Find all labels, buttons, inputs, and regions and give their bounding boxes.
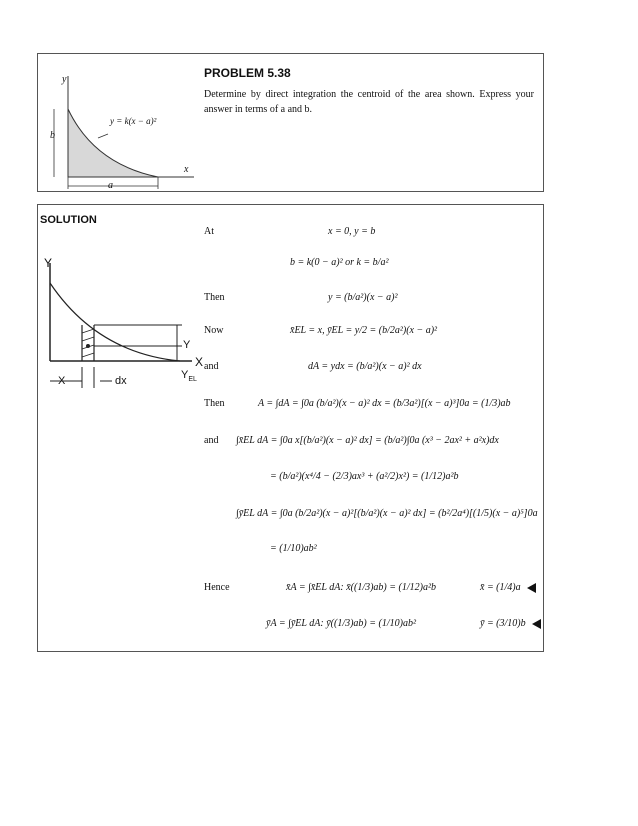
label-now: Now [204, 325, 224, 336]
eq-y: y = (b/a²)(x − a)² [328, 292, 398, 303]
sketch-yel-label: $Y_{EL}$ [181, 369, 197, 384]
sketch-curve [50, 283, 180, 361]
eq-xel-result: = (b/a²)(x⁴/4 − (2/3)ax³ + (a²/2)x²) = (1/12)a²b [270, 471, 459, 482]
problem-figure [46, 74, 196, 189]
result-ybar: ȳ = (3/10)b [480, 618, 541, 630]
eq-area: A = ∫dA = ∫0a (b/a²)(x − a)² dx = (b/3a²)[(x − a)³]0a = (1/3)ab [258, 398, 511, 409]
solution-box [37, 204, 544, 652]
sketch-y-axis-label: Y [44, 256, 53, 270]
result-xbar: x̄ = (1/4)a [480, 582, 536, 594]
eq-el: x̄EL = x, ȳEL = y/2 = (b/2a²)(x − a)² [290, 325, 438, 336]
sketch-y-dim-label: Y [183, 339, 191, 351]
problem-text: Determine by direct integration the centroid of the area shown. Express your answer in terms of a and b. [204, 89, 534, 115]
sketch-x-axis-label: X [195, 355, 204, 369]
label-at: At [204, 226, 214, 237]
centroid-dot [86, 344, 90, 348]
eq-k: b = k(0 − a)² or k = b/a² [290, 257, 389, 268]
label-and-1: and [204, 361, 219, 372]
label-and-2: and [204, 435, 219, 446]
eq-ybar: ȳA = ∫ȳEL dA: ȳ((1/3)ab) = (1/10)ab² [266, 618, 416, 629]
fig-x-label: x [184, 164, 189, 175]
sketch-dx-label: dx [115, 375, 127, 387]
problem-title: PROBLEM 5.38 [204, 66, 291, 80]
fig-y-label: y [62, 74, 67, 85]
answer-marker-icon [527, 583, 536, 593]
fig-curve-label: y = k(x − a)² [110, 116, 157, 126]
sketch-x-dim-label: X [58, 375, 66, 387]
eq-da: dA = ydx = (b/a²)(x − a)² dx [308, 361, 422, 372]
eq-at: x = 0, y = b [328, 226, 376, 237]
fig-b-label: b [50, 130, 55, 141]
eq-yel-result: = (1/10)ab² [270, 543, 317, 554]
label-hence: Hence [204, 582, 230, 593]
fig-a-label: a [108, 180, 113, 191]
solution-header: SOLUTION [40, 214, 97, 226]
problem-box [37, 53, 544, 192]
eq-xel-integral: ∫x̄EL dA = ∫0a x[(b/a²)(x − a)² dx] = (b/a²)∫0a (x³ − 2ax² + a²x)dx [236, 435, 499, 446]
label-then-2: Then [204, 398, 225, 409]
eq-xbar: x̄A = ∫x̄EL dA: x̄((1/3)ab) = (1/12)a²b [286, 582, 436, 593]
answer-marker-icon [532, 619, 541, 629]
curve-leader [98, 134, 108, 138]
label-then-1: Then [204, 292, 225, 303]
solution-sketch [42, 253, 202, 393]
eq-yel-integral: ∫ȳEL dA = ∫0a (b/2a²)(x − a)²[(b/a²)(x − a)² dx] = (b²/2a⁴)[(1/5)(x − a)⁵]0a [236, 508, 538, 519]
